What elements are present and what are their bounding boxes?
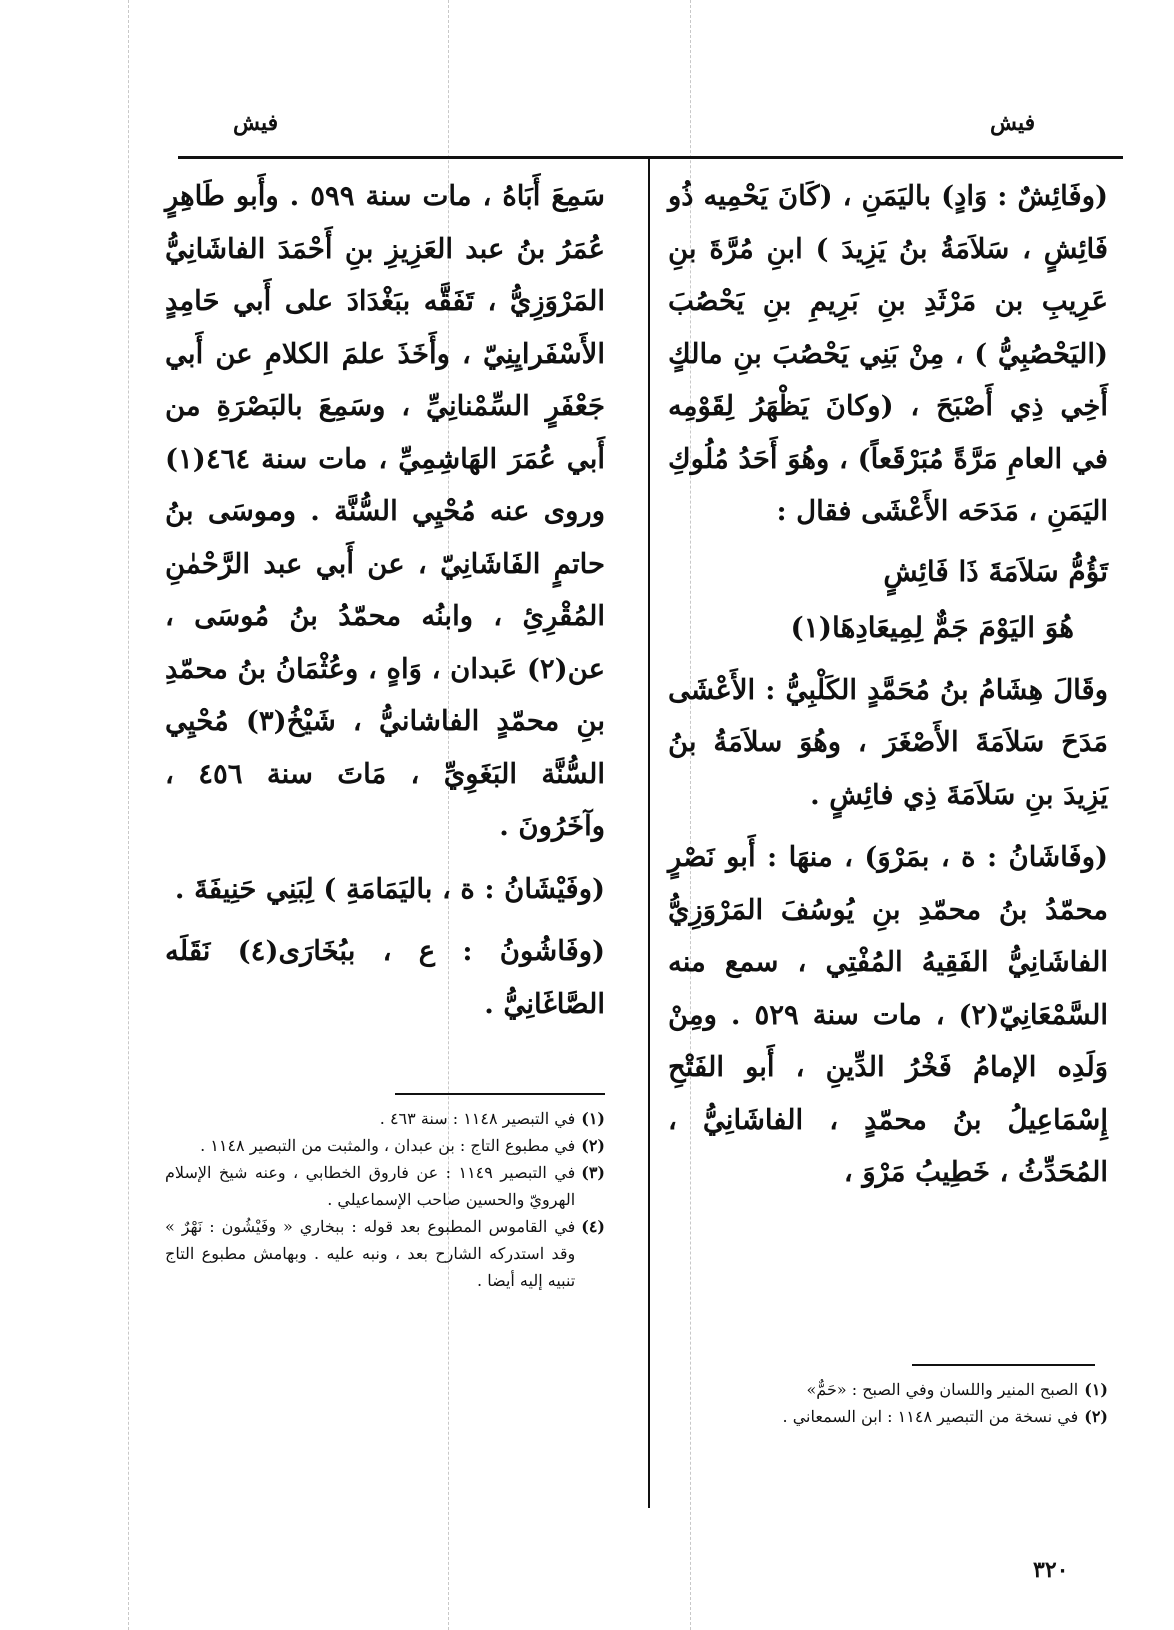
scan-guide-line <box>128 0 129 1630</box>
footnote-number: (٢) <box>581 1136 605 1155</box>
paragraph: سَمِعَ أَبَاهُ ، مات سنة ٥٩٩ . وأَبو طَاهِرٍ عُمَرُ بنُ عبد العَزِيزِ بنِ أَحْمَدَ الفاشَانِيُّ المَرْوَزِيُّ ، تَفَقَّه ببَغْدَادَ على أَبي حَامِدٍ الأَسْفَرايِنِيّ ، وأَخَذَ علمَ الكلامِ عن أَبي جَعْفَرٍ السِّمْنانِيِّ ، وسَمِعَ بالبَصْرَةِ من أَبي عُمَرَ الهَاشِمِيِّ ، مات سنة ٤٦٤(١) وروى عنه مُحْيِي السُّنَّة . وموسَى بنُ حاتمٍ الفَاشَانِيّ ، عن أَبي عبد الرَّحْمٰنِ المُقْرِئِ ، وابنُه محمّدُ بنُ مُوسَى ، عن(٢) عَبدان ، وَاهٍ ، وعُثْمَانُ بنُ محمّدِ بنِ محمّدٍ الفاشانيُّ ، شَيْخُ(٣) مُحْيِي السُّنَّة البَغَوِيِّ ، مَاتَ سنة ٤٥٦ ، وآخَرُونَ . <box>165 180 605 842</box>
header-rule <box>178 156 1123 159</box>
running-header-left: فيش <box>233 110 279 136</box>
poem-line: هُوَ اليَوْمَ جَمٌّ لِمِيعَادِهَا(١) <box>790 610 1074 644</box>
running-header-right: فيش <box>990 110 1036 136</box>
page-number: ٣٢٠ <box>1033 1557 1069 1583</box>
left-footnotes <box>165 1105 605 1294</box>
footnote <box>165 1159 605 1213</box>
paragraph: (وفَيْشَانُ : ة ، باليَمَامَةِ ) لِبَنِي حَنِيفَةَ . <box>174 872 605 905</box>
footnote-rule <box>912 1364 1095 1366</box>
footnote-number: (٤) <box>581 1217 605 1236</box>
poem-line: تَؤُمُّ سَلاَمَةَ ذَا فَائِشٍ <box>883 554 1108 588</box>
footnote-number: (١) <box>581 1109 605 1128</box>
right-footnotes <box>668 1376 1108 1430</box>
right-column <box>668 170 1108 1199</box>
paragraph: (وفَائِشٌ : وَادٍ) باليَمَنِ ، (كَانَ يَحْمِيه ذُو فَائِشٍ ، سَلاَمَةُ بنُ يَزِيدَ ) ابنِ مُرَّةَ بنِ عَرِيبِ بن مَرْثَدِ بنِ بَرِيمِ بنِ يَحْصُبَ (اليَحْصُبِيُّ ) ، مِنْ بَنِي يَحْصُبَ بنِ مالكٍ أَخِي ذِي أَصْبَحَ ، (وكانَ يَظْهَرُ لِقَوْمِه في العامِ مَرَّةً مُبَرْقَعاً) ، وهُوَ أَحَدُ مُلُوكِ اليَمَنِ ، مَدَحَه الأَعْشَى فقال : <box>668 180 1108 527</box>
footnote-text: في التبصير ١١٤٨ : سنة ٤٦٣ . <box>379 1109 576 1128</box>
footnote <box>165 1105 605 1132</box>
footnote-number: (٣) <box>581 1163 605 1182</box>
footnote-text: الصبح المنير واللسان وفي الصبح : «حَمٌّ» <box>806 1380 1079 1399</box>
footnote-text: في التبصير ١١٤٩ : عن فاروق الخطابي ، وعنه شيخ الإسلام الهرويّ والحسين صاحب الإسماعيلي . <box>165 1163 576 1209</box>
footnote-number: (٢) <box>1084 1407 1108 1426</box>
footnote-rule <box>395 1093 605 1095</box>
footnote-number: (١) <box>1084 1380 1108 1399</box>
footnote-text: في نسخة من التبصير ١١٤٨ : ابن السمعاني . <box>782 1407 1079 1426</box>
footnote <box>668 1376 1108 1403</box>
footnote-text: في القاموس المطبوع بعد قوله : ببخاري « وفَيْشُون : نَهْرٌ » وقد استدركه الشارح بعد ، ونبه عليه . وبهامش مطبوع التاج تنبيه إليه أيضا . <box>165 1217 576 1290</box>
paragraph: (وفَاشَانُ : ة ، بمَرْوَ) ، منهَا : أَبو نَصْرٍ محمّدُ بنُ محمّدِ بنِ يُوسُفَ المَرْوَزِيُّ الفاشَانِيُّ الفَقِيهُ المُفْتِي ، سمع منه السَّمْعَانِيّ(٢) ، مات سنة ٥٢٩ . ومِنْ وَلَدِه الإمامُ فَخْرُ الدِّينِ ، أَبو الفَتْحِ إِسْمَاعِيلُ بنُ محمّدٍ ، الفاشَانِيُّ ، المُحَدِّثُ ، خَطِيبُ مَرْوَ ، <box>668 841 1109 1188</box>
footnote <box>165 1132 605 1159</box>
footnote <box>165 1213 605 1294</box>
paragraph: وقَالَ هِشَامُ بنُ مُحَمَّدٍ الكَلْبِيُّ : الأَعْشَى مَدَحَ سَلاَمَةَ الأَصْغَرَ ، وهُوَ سلاَمَةُ بنُ يَزِيدَ بنِ سَلاَمَةَ ذِي فائِشٍ . <box>668 673 1108 811</box>
footnote-text: في مطبوع التاج : بن عبدان ، والمثبت من التبصير ١١٤٨ . <box>200 1136 576 1155</box>
paragraph: (وفَاشُونُ : ع ، ببُخَارَى(٤) نَقَلَه الصَّاغَانِيُّ . <box>165 935 606 1020</box>
column-divider <box>648 158 650 1508</box>
left-column <box>165 170 605 1030</box>
footnote <box>668 1403 1108 1430</box>
poem <box>668 544 1108 656</box>
